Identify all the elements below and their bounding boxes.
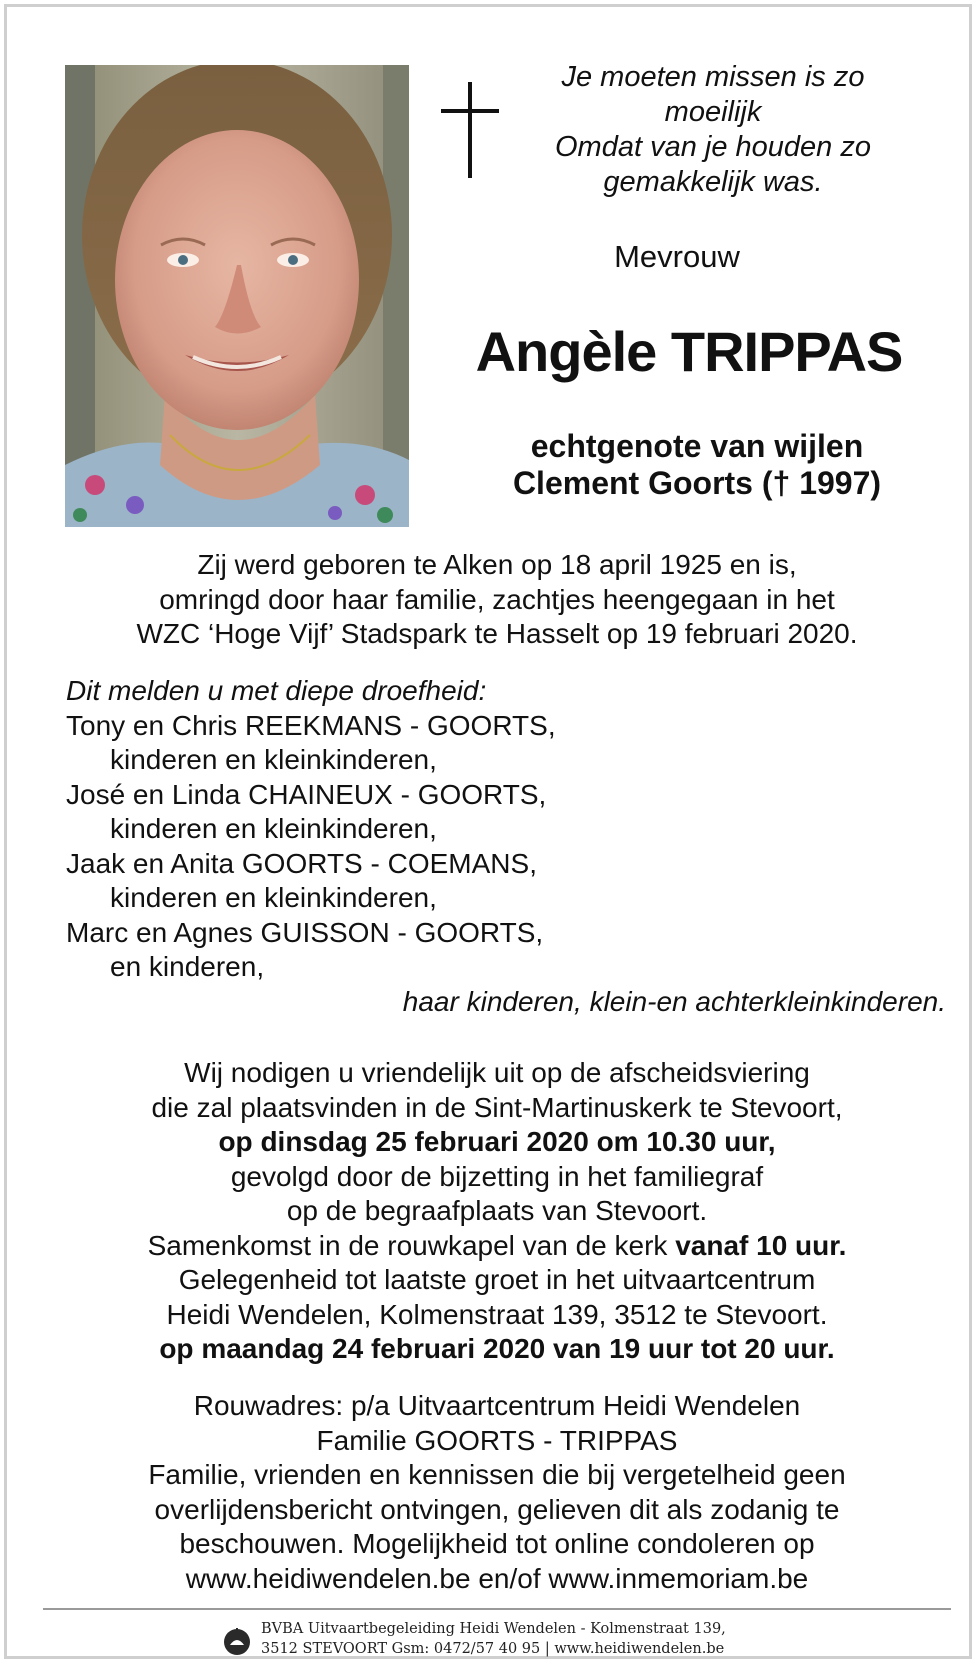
poem-line: gemakkelijk was. bbox=[603, 166, 823, 198]
birth-death-text bbox=[37, 548, 957, 652]
text-line: Familie GOORTS - TRIPPAS bbox=[316, 1424, 678, 1456]
spouse-line: Clement Goorts († 1997) bbox=[512, 465, 882, 501]
deceased-name: Angèle TRIPPAS bbox=[475, 320, 903, 383]
family-names: Jaak en Anita GOORTS - COEMANS, bbox=[66, 847, 537, 879]
text-line: www.heidiwendelen.be en/of www.inmemoriam.be bbox=[185, 1562, 809, 1594]
text-line: overlijdensbericht ontvingen, gelieven dit als zodanig te bbox=[154, 1493, 840, 1525]
poem bbox=[527, 60, 899, 200]
text-line: Rouwadres: p/a Uitvaartcentrum Heidi Wendelen bbox=[193, 1390, 801, 1421]
family-list bbox=[66, 674, 946, 1019]
text-line: omringd door haar familie, zachtjes heengegaan in het bbox=[159, 583, 835, 615]
family-relation: kinderen en kleinkinderen, bbox=[110, 744, 437, 775]
spouse-info bbox=[447, 428, 947, 502]
ceremony-date: op dinsdag 25 februari 2020 om 10.30 uur, bbox=[218, 1126, 776, 1157]
text-line bbox=[37, 1229, 957, 1264]
family-relation: en kinderen, bbox=[110, 951, 265, 982]
ceremony-details bbox=[37, 1056, 957, 1367]
family-names: Tony en Chris REEKMANS - GOORTS, bbox=[66, 709, 556, 741]
poem-line: Omdat van je houden zo bbox=[555, 131, 871, 163]
text-span: Samenkomst in de rouwkapel van de kerk bbox=[147, 1229, 676, 1261]
salutation: Mevrouw bbox=[614, 239, 740, 274]
text-line: Gelegenheid tot laatste groet in het uitvaartcentrum bbox=[178, 1264, 816, 1295]
family-relation: kinderen en kleinkinderen, bbox=[110, 813, 437, 844]
footer bbox=[221, 1615, 781, 1665]
text-line: Zij werd geboren te Alken op 18 april 1925 en is, bbox=[197, 549, 797, 580]
family-names: Marc en Agnes GUISSON - GOORTS, bbox=[66, 916, 544, 948]
family-intro: Dit melden u met diepe droefheid: bbox=[66, 675, 487, 706]
obituary-card bbox=[4, 4, 972, 1659]
text-line: op de begraafplaats van Stevoort. bbox=[286, 1195, 708, 1226]
text-line: gevolgd door de bijzetting in het familiegraf bbox=[230, 1160, 764, 1192]
text-line: Wij nodigen u vriendelijk uit op de afscheidsviering bbox=[184, 1057, 810, 1088]
text-line: Familie, vrienden en kennissen die bij vergetelheid geen bbox=[148, 1459, 846, 1490]
footer-divider bbox=[43, 1608, 951, 1610]
family-closing: haar kinderen, klein-en achterkleinkinderen. bbox=[402, 985, 946, 1017]
funeral-home-logo-icon bbox=[221, 1625, 253, 1657]
cross-icon bbox=[441, 82, 499, 178]
spouse-line: echtgenote van wijlen bbox=[530, 428, 864, 464]
gathering-time: vanaf 10 uur. bbox=[675, 1229, 847, 1261]
family-relation: kinderen en kleinkinderen, bbox=[110, 882, 437, 913]
text-line: Heidi Wendelen, Kolmenstraat 139, 3512 te Stevoort. bbox=[166, 1298, 828, 1330]
text-line: die zal plaatsvinden in de Sint-Martinuskerk te Stevoort, bbox=[151, 1091, 843, 1123]
poem-line: moeilijk bbox=[664, 96, 762, 128]
poem-line: Je moeten missen is zo bbox=[561, 61, 865, 93]
visitation-date: op maandag 24 februari 2020 van 19 uur tot 20 uur. bbox=[159, 1333, 835, 1364]
footer-line: BVBA Uitvaartbegeleiding Heidi Wendelen - Kolmenstraat 139, bbox=[261, 1621, 726, 1637]
family-names: José en Linda CHAINEUX - GOORTS, bbox=[66, 778, 547, 810]
text-line: WZC ‘Hoge Vijf’ Stadspark te Hasselt op 19 februari 2020. bbox=[136, 618, 858, 649]
text-line: beschouwen. Mogelijkheid tot online condoleren op bbox=[179, 1528, 815, 1559]
portrait-photo bbox=[65, 65, 409, 527]
footer-line: 3512 STEVOORT Gsm: 0472/57 40 95 | www.heidiwendelen.be bbox=[261, 1641, 725, 1657]
address-info bbox=[37, 1389, 957, 1596]
